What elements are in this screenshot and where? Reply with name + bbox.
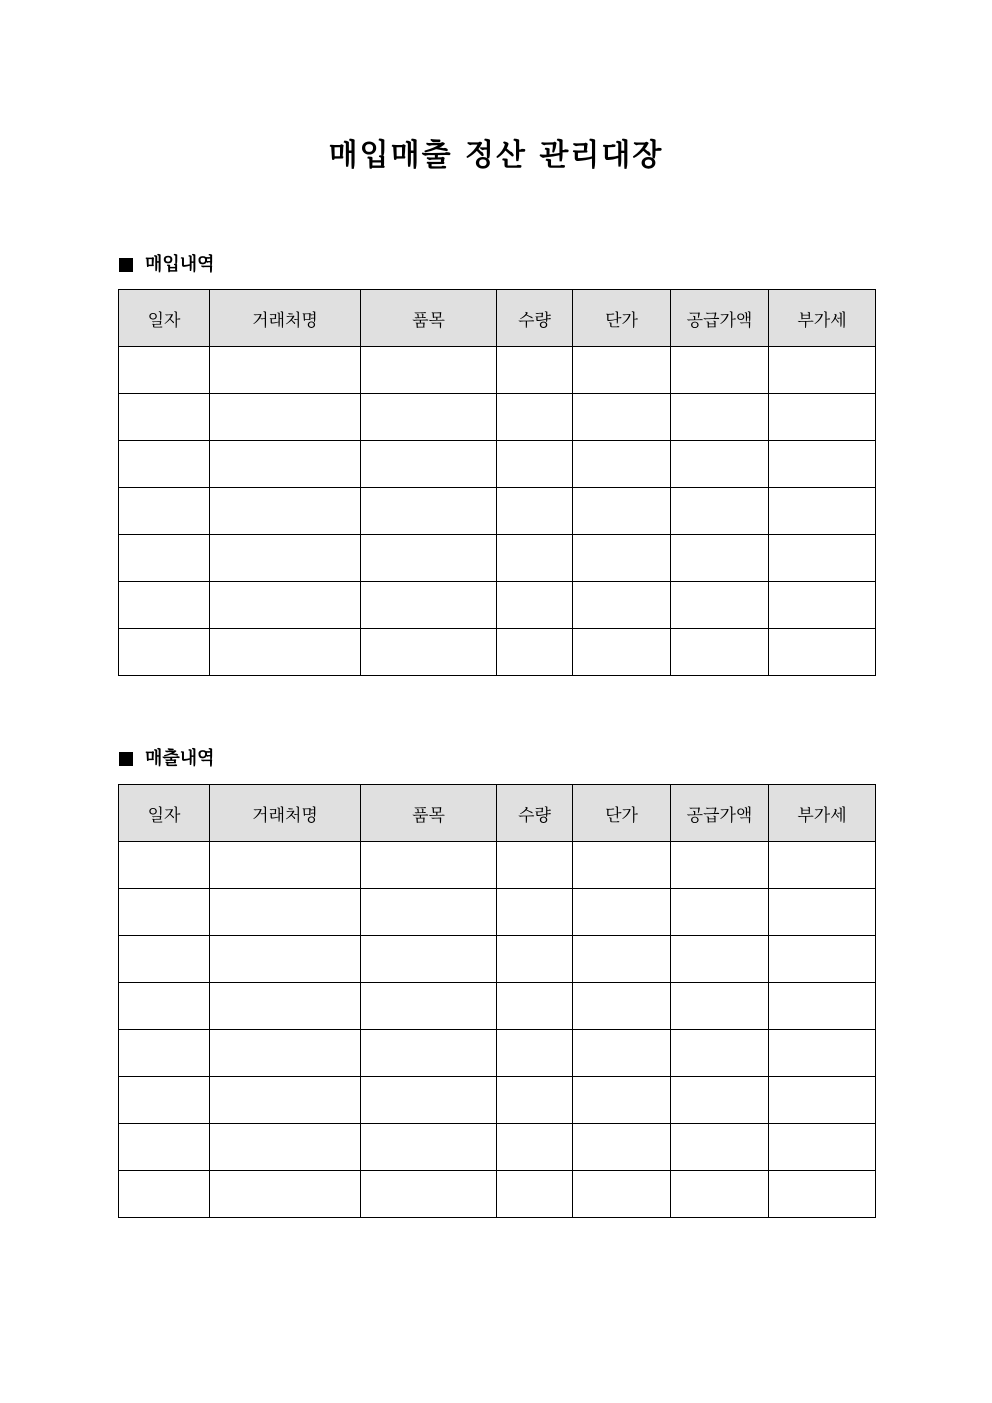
date-cell[interactable] [119, 936, 210, 983]
unit-price-cell[interactable] [573, 1030, 671, 1077]
page-title: 매입매출 정산 관리대장 [328, 138, 664, 173]
item-cell[interactable] [361, 1077, 497, 1124]
unit-price-cell[interactable] [573, 347, 671, 394]
supply-value-cell[interactable] [671, 1171, 769, 1218]
date-cell[interactable] [119, 1077, 210, 1124]
item-cell[interactable] [361, 889, 497, 936]
date-cell[interactable] [119, 488, 210, 535]
quantity-cell[interactable] [497, 1077, 573, 1124]
item-cell[interactable] [361, 842, 497, 889]
vat-cell[interactable] [769, 535, 876, 582]
unit-price-cell[interactable] [573, 889, 671, 936]
client-cell[interactable] [210, 1124, 361, 1171]
header-vat: 부가세 [769, 290, 876, 347]
quantity-cell[interactable] [497, 842, 573, 889]
vat-cell[interactable] [769, 936, 876, 983]
date-cell[interactable] [119, 1030, 210, 1077]
vat-cell[interactable] [769, 842, 876, 889]
purchase-table-body [119, 347, 876, 676]
date-cell[interactable] [119, 983, 210, 1030]
unit-price-cell[interactable] [573, 936, 671, 983]
header-client: 거래처명 [210, 290, 361, 347]
item-cell[interactable] [361, 441, 497, 488]
square-bullet-icon [119, 752, 133, 766]
supply-value-cell[interactable] [671, 1030, 769, 1077]
purchase-table-row [119, 488, 876, 535]
quantity-cell[interactable] [497, 1030, 573, 1077]
supply-value-cell[interactable] [671, 936, 769, 983]
date-cell[interactable] [119, 1124, 210, 1171]
client-cell[interactable] [210, 1077, 361, 1124]
item-cell[interactable] [361, 1171, 497, 1218]
client-cell[interactable] [210, 983, 361, 1030]
supply-value-cell[interactable] [671, 394, 769, 441]
sales-table-row [119, 1124, 876, 1171]
unit-price-cell[interactable] [573, 582, 671, 629]
vat-cell[interactable] [769, 394, 876, 441]
header-supply-value: 공급가액 [671, 290, 769, 347]
item-cell[interactable] [361, 582, 497, 629]
header-vat: 부가세 [769, 785, 876, 842]
item-cell[interactable] [361, 394, 497, 441]
quantity-cell[interactable] [497, 889, 573, 936]
unit-price-cell[interactable] [573, 394, 671, 441]
client-cell[interactable] [210, 629, 361, 676]
unit-price-cell[interactable] [573, 1171, 671, 1218]
client-cell[interactable] [210, 1171, 361, 1218]
date-cell[interactable] [119, 582, 210, 629]
supply-value-cell[interactable] [671, 1124, 769, 1171]
date-cell[interactable] [119, 842, 210, 889]
purchase-table [118, 289, 876, 676]
supply-value-cell[interactable] [671, 535, 769, 582]
quantity-cell[interactable] [497, 1171, 573, 1218]
supply-value-cell[interactable] [671, 889, 769, 936]
header-item: 품목 [361, 290, 497, 347]
date-cell[interactable] [119, 441, 210, 488]
item-cell[interactable] [361, 629, 497, 676]
item-cell[interactable] [361, 347, 497, 394]
date-cell[interactable] [119, 394, 210, 441]
sales-table-body [119, 842, 876, 1218]
supply-value-cell[interactable] [671, 488, 769, 535]
vat-cell[interactable] [769, 1077, 876, 1124]
header-date: 일자 [119, 290, 210, 347]
unit-price-cell[interactable] [573, 535, 671, 582]
purchase-header-row [119, 290, 876, 347]
sales-table-row [119, 1077, 876, 1124]
vat-cell[interactable] [769, 347, 876, 394]
vat-cell[interactable] [769, 1171, 876, 1218]
sales-table-row [119, 889, 876, 936]
quantity-cell[interactable] [497, 488, 573, 535]
square-bullet-icon [119, 258, 133, 272]
sales-table-row [119, 936, 876, 983]
sales-heading-label: 매출내역 [145, 748, 215, 769]
date-cell[interactable] [119, 535, 210, 582]
date-cell[interactable] [119, 347, 210, 394]
purchase-table-row [119, 347, 876, 394]
unit-price-cell[interactable] [573, 842, 671, 889]
item-cell[interactable] [361, 983, 497, 1030]
item-cell[interactable] [361, 488, 497, 535]
purchase-table-row [119, 582, 876, 629]
vat-cell[interactable] [769, 629, 876, 676]
unit-price-cell[interactable] [573, 488, 671, 535]
purchase-table-row [119, 629, 876, 676]
unit-price-cell[interactable] [573, 441, 671, 488]
header-date: 일자 [119, 785, 210, 842]
client-cell[interactable] [210, 488, 361, 535]
sales-table [118, 784, 876, 1218]
vat-cell[interactable] [769, 488, 876, 535]
unit-price-cell[interactable] [573, 1124, 671, 1171]
vat-cell[interactable] [769, 1124, 876, 1171]
item-cell[interactable] [361, 1030, 497, 1077]
client-cell[interactable] [210, 936, 361, 983]
item-cell[interactable] [361, 936, 497, 983]
unit-price-cell[interactable] [573, 1077, 671, 1124]
item-cell[interactable] [361, 535, 497, 582]
vat-cell[interactable] [769, 582, 876, 629]
unit-price-cell[interactable] [573, 983, 671, 1030]
purchase-heading-label: 매입내역 [145, 254, 215, 275]
vat-cell[interactable] [769, 889, 876, 936]
client-cell[interactable] [210, 441, 361, 488]
date-cell[interactable] [119, 1171, 210, 1218]
supply-value-cell[interactable] [671, 441, 769, 488]
client-cell[interactable] [210, 394, 361, 441]
header-unit-price: 단가 [573, 290, 671, 347]
quantity-cell[interactable] [497, 629, 573, 676]
quantity-cell[interactable] [497, 441, 573, 488]
sales-section-heading [119, 747, 215, 771]
header-quantity: 수량 [497, 290, 573, 347]
header-item: 품목 [361, 785, 497, 842]
sales-table-row [119, 983, 876, 1030]
header-supply-value: 공급가액 [671, 785, 769, 842]
client-cell[interactable] [210, 842, 361, 889]
quantity-cell[interactable] [497, 394, 573, 441]
supply-value-cell[interactable] [671, 842, 769, 889]
sales-table-row [119, 1171, 876, 1218]
client-cell[interactable] [210, 347, 361, 394]
client-cell[interactable] [210, 1030, 361, 1077]
quantity-cell[interactable] [497, 1124, 573, 1171]
quantity-cell[interactable] [497, 582, 573, 629]
client-cell[interactable] [210, 889, 361, 936]
quantity-cell[interactable] [497, 347, 573, 394]
header-unit-price: 단가 [573, 785, 671, 842]
purchase-table-row [119, 535, 876, 582]
sales-header-row [119, 785, 876, 842]
header-quantity: 수량 [497, 785, 573, 842]
vat-cell[interactable] [769, 441, 876, 488]
purchase-section-heading [119, 253, 215, 277]
supply-value-cell[interactable] [671, 1077, 769, 1124]
quantity-cell[interactable] [497, 535, 573, 582]
client-cell[interactable] [210, 535, 361, 582]
supply-value-cell[interactable] [671, 629, 769, 676]
date-cell[interactable] [119, 889, 210, 936]
vat-cell[interactable] [769, 983, 876, 1030]
supply-value-cell[interactable] [671, 983, 769, 1030]
purchase-table-row [119, 441, 876, 488]
date-cell[interactable] [119, 629, 210, 676]
quantity-cell[interactable] [497, 936, 573, 983]
sales-table-row [119, 842, 876, 889]
supply-value-cell[interactable] [671, 347, 769, 394]
purchase-table-row [119, 394, 876, 441]
client-cell[interactable] [210, 582, 361, 629]
item-cell[interactable] [361, 1124, 497, 1171]
supply-value-cell[interactable] [671, 582, 769, 629]
sales-table-row [119, 1030, 876, 1077]
header-client: 거래처명 [210, 785, 361, 842]
quantity-cell[interactable] [497, 983, 573, 1030]
vat-cell[interactable] [769, 1030, 876, 1077]
unit-price-cell[interactable] [573, 629, 671, 676]
